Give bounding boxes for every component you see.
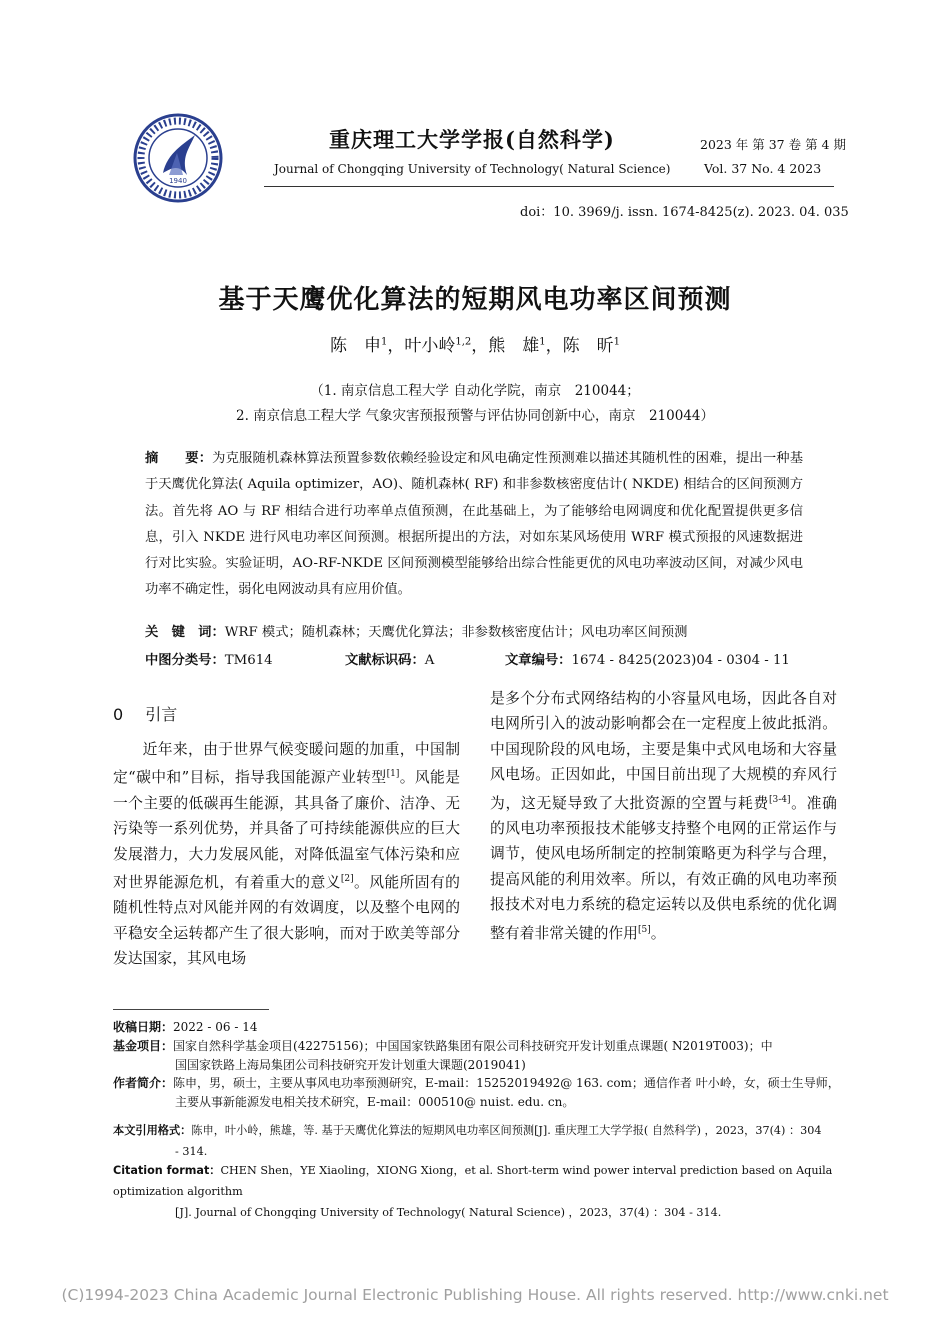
body-text: 。准确的风电功率预报技术能够支持整个电网的正常运作与调节，使风电场所制定的控制策略更为科学与合理，提高风能的利用效率。所以，有效正确的风电功率预报技术对电力系统的稳定运转以及供电系统的优化调整有着非常关键的作用: [490, 794, 837, 942]
citation-ref[interactable]: [2]: [340, 873, 354, 884]
section-number: 0: [113, 705, 124, 724]
author-affiliation-mark: 1: [380, 336, 388, 348]
author-list: 陈 申$^1$，叶小岭$^{1,2}$，熊 雄$^1$，陈 昕$^1$: [329, 336, 621, 356]
footnote-received: [113, 1018, 840, 1037]
author-affiliation-mark: 1: [613, 336, 621, 348]
author-name: 熊 雄: [488, 336, 540, 356]
body-column-left: [113, 737, 460, 972]
fund-label: 基金项目：: [113, 1039, 174, 1053]
document-code-value: A: [424, 653, 435, 668]
author-name: 陈 申: [329, 336, 381, 356]
citation-en: [113, 1160, 840, 1223]
abstract-label: 摘 要：: [145, 451, 213, 466]
section-heading: [113, 702, 177, 725]
keywords-text: WRF 模式；随机森林；天鹰优化算法；非参数核密度估计；风电功率区间预测: [224, 625, 688, 640]
received-label: 收稿日期：: [113, 1020, 174, 1034]
body-text: 。: [650, 924, 666, 942]
keywords-label: 关 键 词：: [145, 625, 225, 640]
body-text: 近年来，由于世界气候变暖问题的加重，中国制定“碳中和”目标，指导我国能源产业转型: [113, 741, 460, 787]
author-bio-label: 作者简介：: [113, 1076, 174, 1090]
body-text: 。风能是一个主要的低碳再生能源，其具备了廉价、洁净、无污染等一系列优势，并具备了可持续能源供应的巨大发展潜力，大力发展风能，对降低温室气体污染和应对世界能源危机，有着重大的意义: [113, 769, 460, 891]
clc-number: [145, 649, 273, 668]
citation-ref[interactable]: [5]: [637, 924, 651, 935]
citation-cn-label: 本文引用格式：: [113, 1124, 192, 1137]
journal-title-cn: 重庆理工大学学报(自然科学): [329, 127, 615, 152]
issue-info-en: Vol. 37 No. 4 2023: [704, 161, 822, 176]
citation-en-label: Citation format：: [113, 1164, 221, 1177]
keywords: [145, 621, 687, 640]
author-affiliation-mark: 1,2: [455, 336, 472, 348]
footnote-fund: [113, 1037, 840, 1075]
body-column-right: [490, 686, 837, 946]
header-divider: [264, 186, 834, 187]
logo-year: 1940: [169, 177, 187, 185]
paper-title: 基于天鹰优化算法的短期风电功率区间预测: [218, 285, 732, 315]
doi[interactable]: doi：10. 3969/j. issn. 1674-8425(z). 2023. 04. 035: [520, 205, 849, 220]
university-seal-logo: [133, 113, 223, 203]
citation-en-text: CHEN Shen，YE Xiaoling，XIONG Xiong，et al. Short-term wind power interval prediction based on Aquila optimization algorithm: [113, 1164, 833, 1198]
article-number-label: 文章编号：: [505, 653, 572, 668]
author-bio-text-cont: 主要从事新能源发电相关技术研究，E-mail：000510@ nuist. edu. cn。: [175, 1095, 575, 1109]
footnote-divider: [113, 1009, 269, 1010]
author-name: 陈 昕: [562, 336, 614, 356]
section-title: 引言: [145, 705, 178, 724]
document-code-label: 文献标识码：: [345, 653, 425, 668]
affiliation-2: 2. 南京信息工程大学 气象灾害预报预警与评估协同创新中心，南京 210044）: [236, 408, 714, 424]
article-number: [505, 649, 790, 668]
abstract: [145, 446, 803, 604]
copyright-watermark: (C)1994-2023 China Academic Journal Electronic Publishing House. All rights reserved. http://www.cnki.net: [61, 1286, 889, 1304]
document-code: [345, 649, 434, 668]
citation-ref[interactable]: [3-4]: [768, 794, 791, 805]
body-text: 是多个分布式网络结构的小容量风电场，因此各自对电网所引入的波动影响都会在一定程度上彼此抵消。中国现阶段的风电场，主要是集中式风电场和大容量风电场。正因如此，中国目前出现了大规模的弃风行为，这无疑导致了大批资源的空置与耗费: [490, 690, 837, 812]
citation-ref[interactable]: [1]: [386, 769, 400, 780]
fund-text-cont: 国国家铁路上海局集团公司科技研究开发计划重大课题(2019041): [175, 1058, 526, 1072]
citation-cn: [113, 1120, 840, 1162]
author-bio-text: 陈申，男，硕士，主要从事风电功率预测研究，E-mail：15252019492@ 163. com；通信作者 叶小岭，女，硕士生导师，: [173, 1076, 840, 1090]
clc-label: 中图分类号：: [145, 653, 225, 668]
clc-value: TM614: [224, 653, 273, 668]
abstract-text: 为克服随机森林算法预置参数依赖经验设定和风电确定性预测难以描述其随机性的困难，提出一种基于天鹰优化算法( Aquila optimizer，AO)、随机森林( RF) 和非参数核密度估计( NKDE) 相结合的区间预测方法。首先将 AO 与 RF 相结合进行功率单点值预测，在此基础上，为了能够给电网调度和优化配置提供更多信息，引入 NKDE 进行风电功率区间预测。根据所提出的方法，对如东某风场使用 WRF 模式预报的风速数据进行对比实验。实验证明，AO-RF-NKDE 区间预测模型能够给出综合性能更优的风电功率波动区间，对减少风电功率不确定性，弱化电网波动具有应用价值。: [145, 451, 804, 598]
body-text: 。风能所固有的随机性特点对风能并网的有效调度，以及整个电网的平稳安全运转都产生了很大影响，而对于欧美等部分发达国家，其风电场: [113, 873, 460, 968]
author-name: 叶小岭: [404, 336, 456, 356]
article-number-value: 1674 - 8425(2023)04 - 0304 - 11: [571, 653, 790, 668]
journal-title-en: Journal of Chongqing University of Technology( Natural Science): [274, 162, 671, 176]
received-date: 2022 - 06 - 14: [173, 1020, 258, 1034]
citation-cn-text-cont: - 314.: [175, 1145, 208, 1158]
footnote-author: [113, 1074, 840, 1112]
issue-info-cn: 2023 年 第 37 卷 第 4 期: [700, 137, 846, 152]
affiliation-1: （1. 南京信息工程大学 自动化学院，南京 210044；: [310, 383, 640, 399]
author-affiliation-mark: 1: [539, 336, 546, 348]
fund-text: 国家自然科学基金项目(42275156)；中国国家铁路集团有限公司科技研究开发计划重点课题( N2019T003)；中: [173, 1039, 773, 1053]
citation-cn-text: 陈申，叶小岭，熊雄，等. 基于天鹰优化算法的短期风电功率区间预测[J]. 重庆理工大学学报( 自然科学) ，2023，37(4) ：304: [191, 1124, 822, 1137]
citation-en-text-cont: [J]. Journal of Chongqing University of Technology( Natural Science) ，2023，37(4) ：304 - 314.: [175, 1206, 722, 1219]
